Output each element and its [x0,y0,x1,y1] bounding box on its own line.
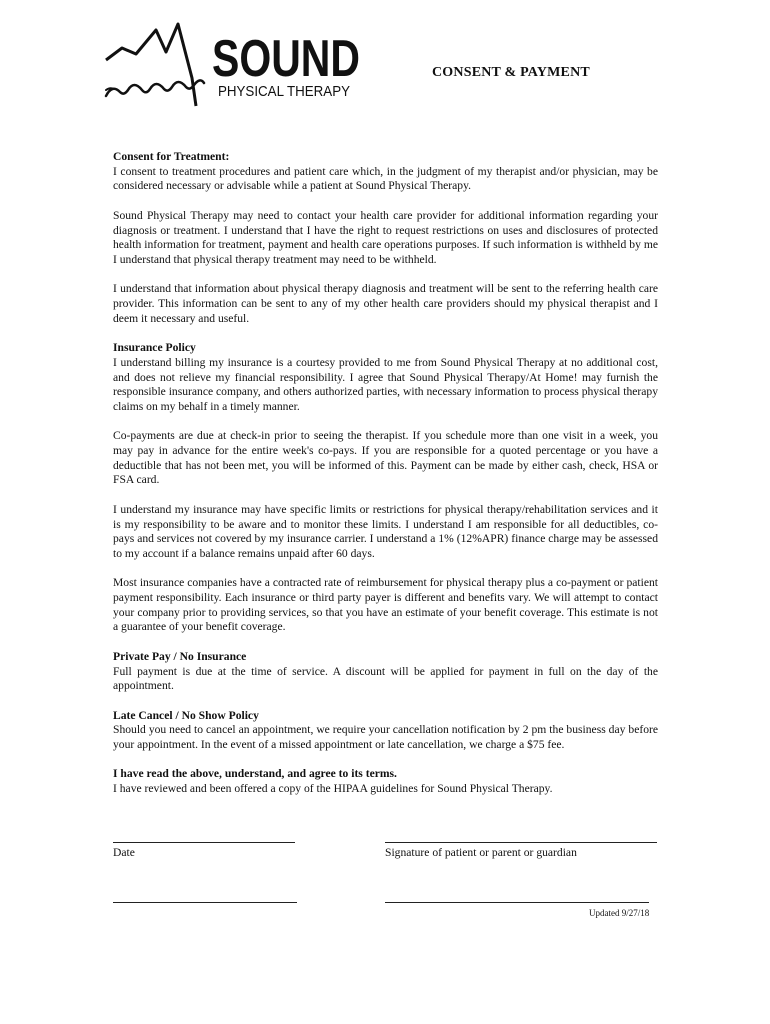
page-title: CONSENT & PAYMENT [432,65,590,80]
insurance-paragraph-2: Co-payments are due at check-in prior to seeing the therapist. If you schedule more than one visit in a week, you may pay in advance for the entire week's co-pays. If you are responsible for a quoted percentage or you have a deductible that has not been met, you will be informed of this. Payment can be made by either cash, check, HSA or FSA card. [113,429,658,487]
updated-date: Updated 9/27/18 [589,908,650,918]
second-signature-line[interactable] [385,902,649,903]
form-body [113,150,658,811]
signature-line[interactable] [385,842,657,843]
late-cancel-section [113,709,658,753]
date-line[interactable] [113,842,295,843]
insurance-paragraph-4: Most insurance companies have a contracted rate of reimbursement for physical therapy plus a co-payment or patient payment responsibility. Each insurance or third party payer is different and benefits vary. We will attempt to contact your company prior to providing services, so that you have an estimate of your benefit coverage. This estimate is not a guarantee of your benefit coverage. [113,576,658,634]
late-cancel-title: Late Cancel / No Show Policy [113,708,259,722]
private-pay-section [113,650,658,694]
consent-title: Consent for Treatment: [113,150,230,163]
agreement-section [113,767,658,796]
insurance-paragraph-3: I understand my insurance may have specific limits or restrictions for physical therapy/rehabilitation services and it is my responsibility to be aware and to monitor these limits. I understand I am responsible for all deductibles, co-pays and services not covered by my insurance carrier. I understand a 1% (12%APR) finance charge may be assessed to my account if a balance remains unpaid after 60 days. [113,502,658,560]
private-pay-title: Private Pay / No Insurance [113,649,247,663]
insurance-title: Insurance Policy [113,341,196,355]
company-logo [104,20,362,110]
insurance-paragraph-1: I understand billing my insurance is a courtesy provided to me from Sound Physical Therapy at no additional cost, and does not relieve my financial responsibility. I agree that Sound Physical Therapy/At Home! may furnish the responsible insurance company, and others authorized parties, with necessary information to process physical therapy claims on my behalf in a timely manner. [113,355,658,413]
private-pay-paragraph: Full payment is due at the time of service. A discount will be applied for payment in full on the day of the appointment. [113,664,658,693]
insurance-section [113,341,658,415]
consent-paragraph-2: Sound Physical Therapy may need to contact your health care provider for additional information regarding your diagnosis or treatment. I understand that I have the right to request restrictions on uses and disclosures of protected health information for treatment, payment and health care operations purposes. If such information is withheld by me I understand that physical therapy treatment may need to be withheld. [113,208,658,266]
mountain-wave-logo-icon [104,20,362,110]
consent-section [113,150,658,194]
late-cancel-paragraph: Should you need to cancel an appointment, we require your cancellation notification by 2 pm the business day before your appointment. In the event of a missed appointment or late cancellation, we charge a $75 fee. [113,723,658,751]
signature-label: Signature of patient or parent or guardian [385,846,577,859]
consent-paragraph-1: I consent to treatment procedures and patient care which, in the judgment of my therapist and/or physician, may be considered necessary or advisable while a patient at Sound Physical Therapy. [113,164,658,193]
second-date-line[interactable] [113,902,297,903]
agreement-title: I have read the above, understand, and agree to its terms. [113,767,397,781]
date-label: Date [113,846,135,859]
consent-paragraph-3: I understand that information about physical therapy diagnosis and treatment will be sent to the referring health care provider. This information can be sent to any of my other health care providers should my physical therapist and I deem it necessary and useful. [113,282,658,325]
logo-subtitle: PHYSICAL THERAPY [218,83,350,100]
logo-name: SOUND [212,30,360,88]
agreement-paragraph: I have reviewed and been offered a copy of the HIPAA guidelines for Sound Physical Therapy. [113,782,553,796]
